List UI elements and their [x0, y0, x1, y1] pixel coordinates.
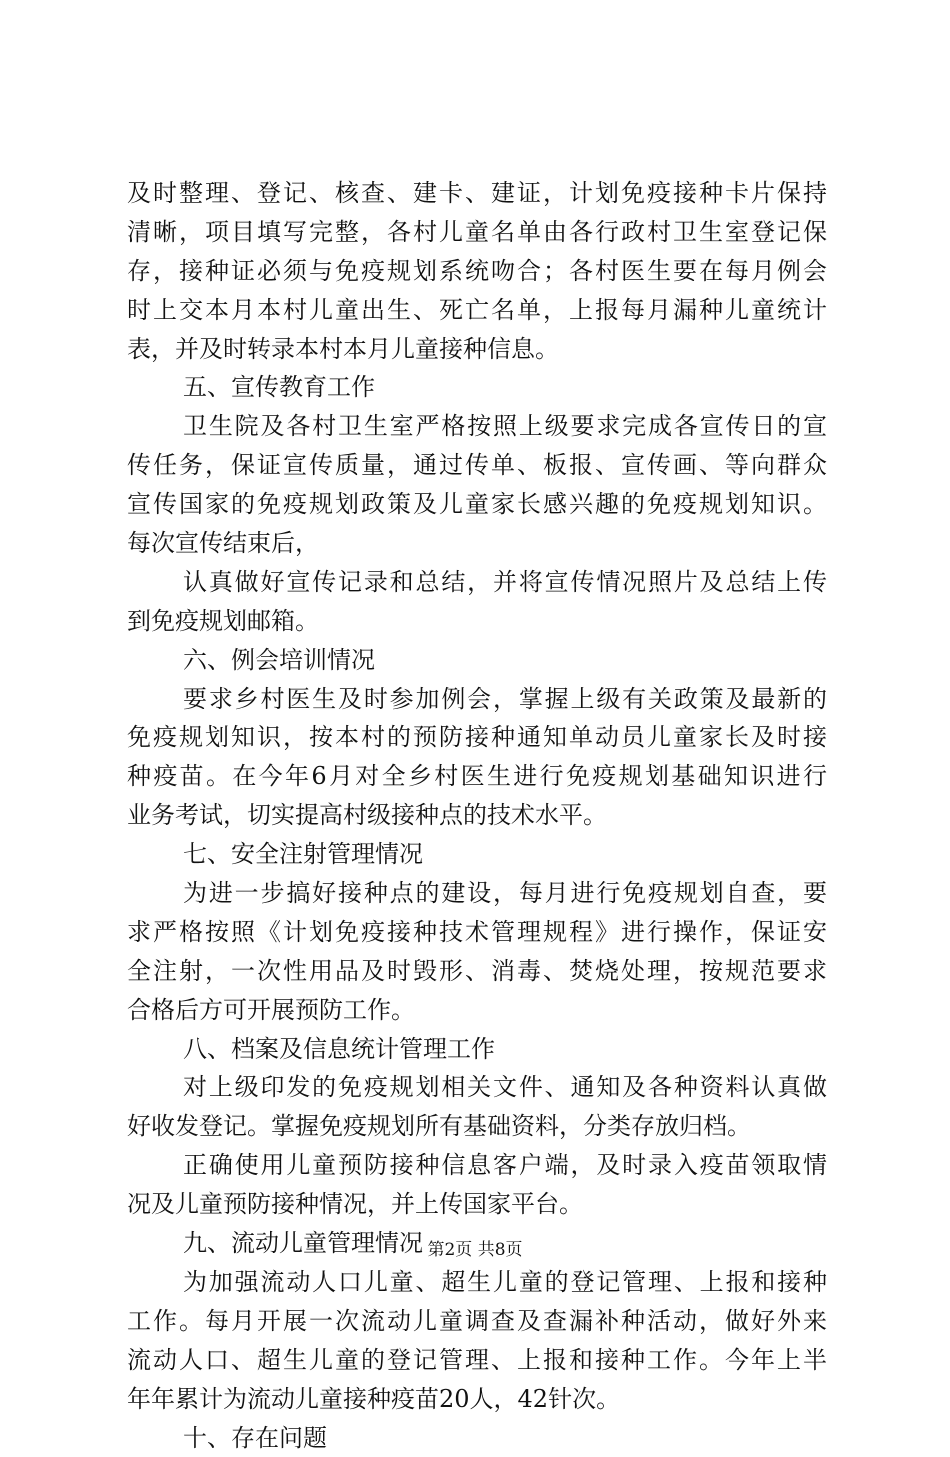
text-line: 九、流动儿童管理情况 — [127, 1224, 827, 1263]
text-line: 及时整理、登记、核查、建卡、建证，计划免疫接种卡片保持 — [127, 174, 827, 213]
text-line: 存，接种证必须与免疫规划系统吻合；各村医生要在每月例会 — [127, 252, 827, 291]
page-footer: 第2页 共8页 — [0, 1238, 950, 1262]
text-line: 时上交本月本村儿童出生、死亡名单，上报每月漏种儿童统计 — [127, 291, 827, 330]
text-line: 业务考试，切实提高村级接种点的技术水平。 — [127, 796, 827, 835]
text-line: 合格后方可开展预防工作。 — [127, 991, 827, 1030]
text-line: 对上级印发的免疫规划相关文件、通知及各种资料认真做 — [127, 1068, 827, 1107]
text-line: 每次宣传结束后， — [127, 524, 827, 563]
text-line: 流动人口、超生儿童的登记管理、上报和接种工作。今年上半 — [127, 1341, 827, 1380]
text-line: 到免疫规划邮箱。 — [127, 602, 827, 641]
text-line: 求严格按照《计划免疫接种技术管理规程》进行操作，保证安 — [127, 913, 827, 952]
text-line: 况及儿童预防接种情况，并上传国家平台。 — [127, 1185, 827, 1224]
text-line: 种疫苗。在今年6月对全乡村医生进行免疫规划基础知识进行 — [127, 757, 827, 796]
text-line: 五、宣传教育工作 — [127, 368, 827, 407]
text-line: 免疫规划知识，按本村的预防接种通知单动员儿童家长及时接 — [127, 718, 827, 757]
text-line: 清晰，项目填写完整，各村儿童名单由各行政村卫生室登记保 — [127, 213, 827, 252]
text-line: 八、档案及信息统计管理工作 — [127, 1030, 827, 1069]
document-body — [127, 174, 827, 1457]
text-line: 全注射，一次性用品及时毁形、消毒、焚烧处理，按规范要求 — [127, 952, 827, 991]
text-line: 卫生院及各村卫生室严格按照上级要求完成各宣传日的宣 — [127, 407, 827, 446]
text-line: 传任务，保证宣传质量，通过传单、板报、宣传画、等向群众 — [127, 446, 827, 485]
text-line: 认真做好宣传记录和总结，并将宣传情况照片及总结上传 — [127, 563, 827, 602]
text-line: 七、安全注射管理情况 — [127, 835, 827, 874]
text-line: 六、例会培训情况 — [127, 641, 827, 680]
text-line: 工作。每月开展一次流动儿童调查及查漏补种活动，做好外来 — [127, 1302, 827, 1341]
text-line: 为进一步搞好接种点的建设，每月进行免疫规划自查，要 — [127, 874, 827, 913]
text-line: 十、存在问题 — [127, 1419, 827, 1457]
text-line: 为加强流动人口儿童、超生儿童的登记管理、上报和接种 — [127, 1263, 827, 1302]
text-line: 宣传国家的免疫规划政策及儿童家长感兴趣的免疫规划知识。 — [127, 485, 827, 524]
text-line: 表，并及时转录本村本月儿童接种信息。 — [127, 330, 827, 369]
text-line: 要求乡村医生及时参加例会，掌握上级有关政策及最新的 — [127, 680, 827, 719]
text-line: 好收发登记。掌握免疫规划所有基础资料，分类存放归档。 — [127, 1107, 827, 1146]
text-line: 正确使用儿童预防接种信息客户端，及时录入疫苗领取情 — [127, 1146, 827, 1185]
text-line: 年年累计为流动儿童接种疫苗20人，42针次。 — [127, 1380, 827, 1419]
